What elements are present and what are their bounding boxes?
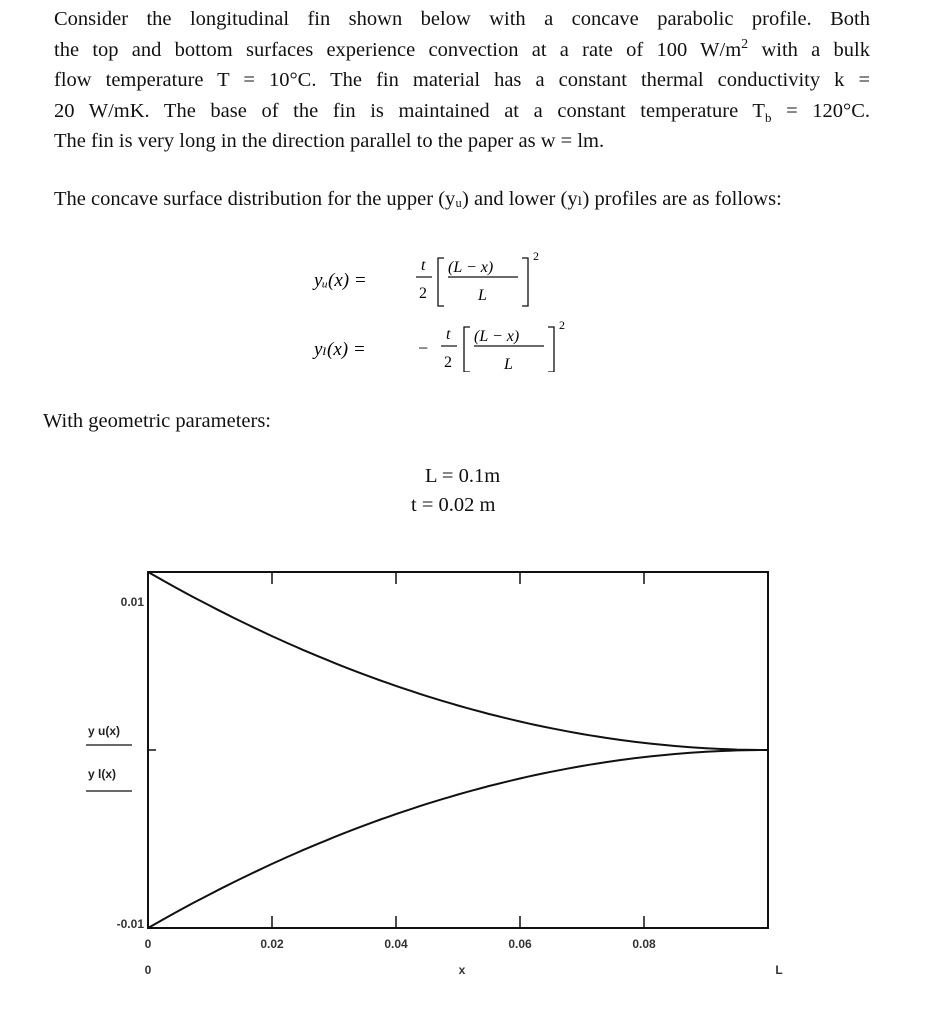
upper-eq-two: 2 <box>419 285 427 302</box>
lower-eq-two: 2 <box>444 354 452 371</box>
y-axis-label-lower: y l(x) <box>88 767 117 781</box>
lower-eq-t: t <box>446 326 451 343</box>
series-lower-profile <box>148 750 768 928</box>
x-range-start: 0 <box>144 963 152 977</box>
upper-eq-lhs: yᵤ(x) = <box>314 270 367 291</box>
upper-eq-denominator: L <box>478 287 487 304</box>
x-tick-label-0: 0 <box>144 937 152 951</box>
x-tick-label-1: 0.02 <box>260 937 284 951</box>
series-upper-profile <box>148 572 768 750</box>
y-axis-label-upper: y u(x) <box>88 724 121 738</box>
profile-equations <box>308 242 608 372</box>
statement-line-4: 20 W/mK. The base of the fin is maintained at a constant temperature $T_b = 120^\circ C$. <box>54 99 871 125</box>
x-range-end: L <box>775 963 783 977</box>
geometric-parameters-label: With geometric parameters: <box>43 410 271 432</box>
lower-eq-exponent: 2 <box>559 318 565 332</box>
x-tick-label-4: 0.08 <box>632 937 656 951</box>
lower-eq-minus: − <box>418 338 429 358</box>
equations-svg <box>308 242 608 372</box>
statement-line-1: Consider the longitudinal fin shown below with a concave parabolic profile. Both <box>54 8 870 30</box>
lower-eq-denominator: L <box>504 356 513 372</box>
x-tick-labels <box>145 937 656 951</box>
problem-statement <box>54 4 870 157</box>
statement-line-3: flow temperature T = 10°C. The fin material has a constant thermal conductivity k = <box>54 69 870 91</box>
lower-eq-right-bracket <box>548 327 554 372</box>
y-tick-label-top: 0.01 <box>120 595 144 609</box>
x-axis-label: x <box>458 963 466 977</box>
x-tick-label-3: 0.06 <box>508 937 532 951</box>
lower-eq-left-bracket <box>464 327 470 372</box>
plot-frame <box>148 572 768 928</box>
statement-line-2: the top and bottom surfaces experience convection at a rate of 100 $W/m^2$ with a bulk <box>54 36 870 61</box>
lower-eq-numerator: (L − x) <box>474 328 520 345</box>
upper-eq-t: t <box>421 257 426 274</box>
fin-profile-chart <box>0 560 928 1000</box>
x-tick-label-2: 0.04 <box>384 937 408 951</box>
profile-intro: The concave surface distribution for the upper (yᵤ) and lower (yₗ) profiles are as follows: <box>54 188 782 210</box>
statement-line-5: The fin is very long in the direction parallel to the paper as w = lm. <box>54 130 605 152</box>
param-thickness: t = 0.02 m <box>411 494 496 516</box>
x-tick-marks <box>272 572 644 928</box>
lower-eq-lhs: yₗ(x) = <box>314 339 366 360</box>
upper-eq-right-bracket <box>522 258 528 306</box>
param-length: L = 0.1m <box>425 465 501 487</box>
upper-eq-left-bracket <box>438 258 444 306</box>
upper-eq-exponent: 2 <box>533 249 539 263</box>
y-tick-label-bottom: -0.01 <box>116 917 144 931</box>
upper-eq-numerator: (L − x) <box>448 259 494 276</box>
